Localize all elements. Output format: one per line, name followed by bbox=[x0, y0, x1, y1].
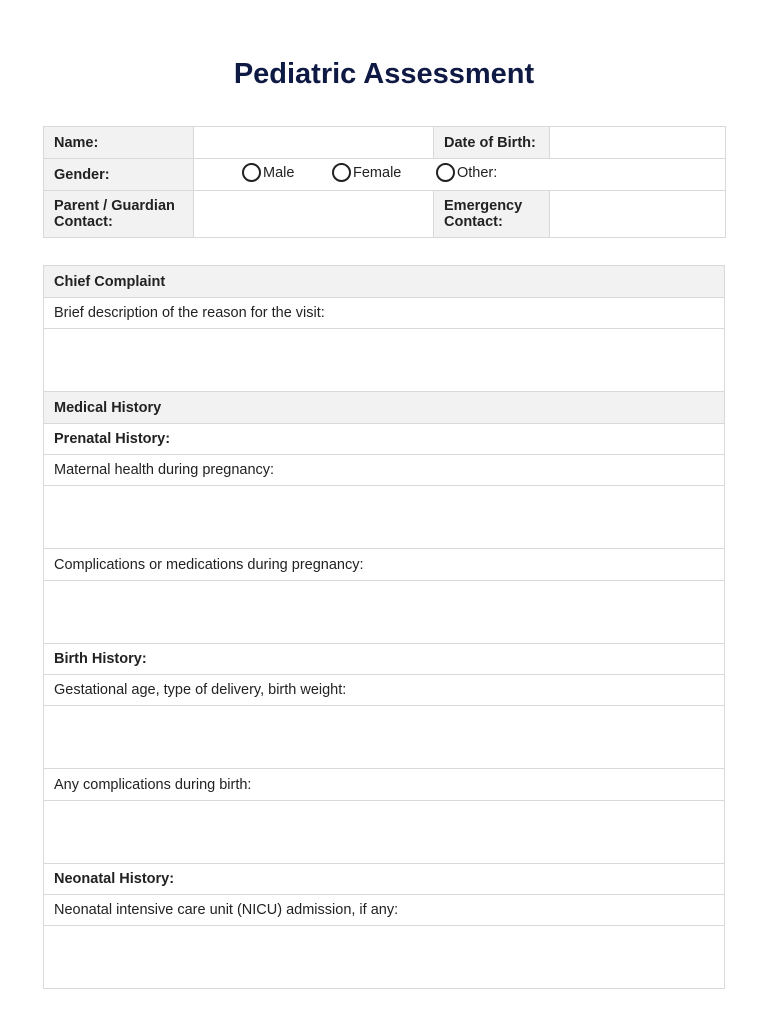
medical-history-heading: Medical History bbox=[44, 392, 725, 424]
dob-label: Date of Birth: bbox=[434, 127, 550, 159]
chief-complaint-answer-field[interactable] bbox=[44, 329, 725, 392]
name-field[interactable] bbox=[194, 127, 434, 159]
gender-option-male[interactable] bbox=[242, 163, 294, 182]
gender-label: Gender: bbox=[44, 159, 194, 191]
gender-option-label: Female bbox=[353, 164, 402, 181]
emergency-contact-label: Emergency Contact: bbox=[434, 191, 550, 238]
dob-field[interactable] bbox=[550, 127, 726, 159]
chief-complaint-prompt: Brief description of the reason for the visit: bbox=[44, 298, 725, 329]
gender-option-label: Male bbox=[263, 164, 295, 181]
prenatal-history-heading: Prenatal History: bbox=[44, 424, 725, 455]
chief-complaint-heading: Chief Complaint bbox=[44, 266, 725, 298]
gender-option-female[interactable] bbox=[332, 163, 401, 182]
maternal-health-answer-field[interactable] bbox=[44, 486, 725, 549]
page-title: Pediatric Assessment bbox=[233, 58, 535, 90]
guardian-contact-label: Parent / Guardian Contact: bbox=[44, 191, 194, 238]
gender-option-label: Other: bbox=[457, 164, 498, 181]
birth-complications-answer-field[interactable] bbox=[44, 801, 725, 864]
nicu-admission-answer-field[interactable] bbox=[44, 926, 725, 989]
pregnancy-complications-answer-field[interactable] bbox=[44, 581, 725, 644]
birth-history-heading: Birth History: bbox=[44, 644, 725, 675]
nicu-admission-prompt: Neonatal intensive care unit (NICU) admission, if any: bbox=[44, 895, 725, 926]
name-label: Name: bbox=[44, 127, 194, 159]
patient-info-table bbox=[43, 126, 726, 238]
gestational-age-prompt: Gestational age, type of delivery, birth weight: bbox=[44, 675, 725, 706]
maternal-health-prompt: Maternal health during pregnancy: bbox=[44, 455, 725, 486]
gender-radio-group bbox=[194, 159, 725, 190]
radio-circle-icon[interactable] bbox=[436, 163, 455, 182]
gender-option-other[interactable] bbox=[436, 163, 497, 182]
gestational-age-answer-field[interactable] bbox=[44, 706, 725, 769]
neonatal-history-heading: Neonatal History: bbox=[44, 864, 725, 895]
birth-complications-prompt: Any complications during birth: bbox=[44, 769, 725, 801]
radio-circle-icon[interactable] bbox=[332, 163, 351, 182]
pregnancy-complications-prompt: Complications or medications during pregnancy: bbox=[44, 549, 725, 581]
emergency-contact-field[interactable] bbox=[550, 191, 726, 238]
assessment-table bbox=[43, 265, 725, 989]
guardian-contact-field[interactable] bbox=[194, 191, 434, 238]
radio-circle-icon[interactable] bbox=[242, 163, 261, 182]
